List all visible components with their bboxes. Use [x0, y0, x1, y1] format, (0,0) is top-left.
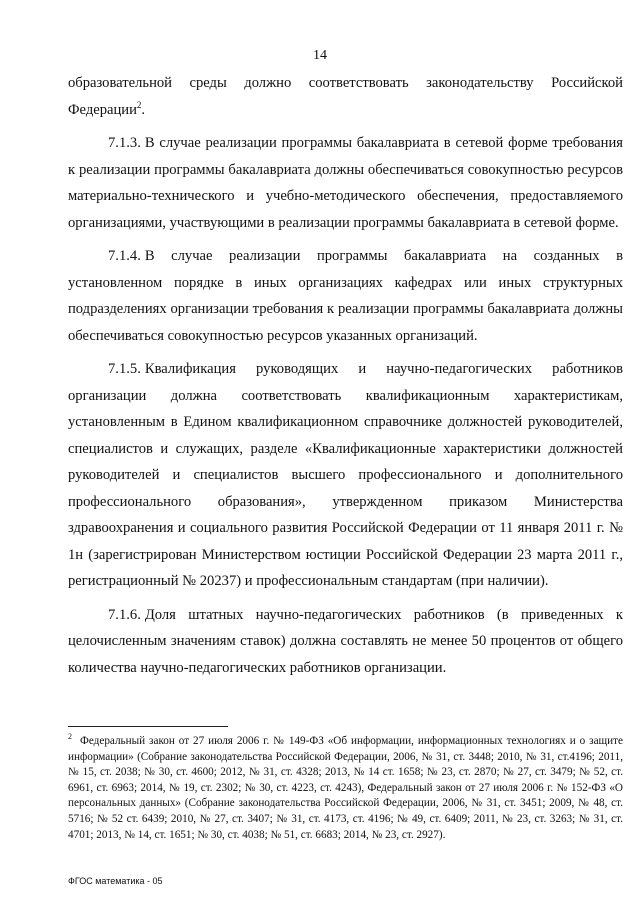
- paragraph-text: образовательной среды должно соответствовать законодательству Российской Федерации: [68, 75, 623, 118]
- paragraph-continued: [68, 70, 623, 123]
- paragraph-text: В случае реализации программы бакалавриата в сетевой форме требования к реализации программы бакалавриата должны обеспечиваться совокупностью ресурсов материально-технического и учебно-методического обеспечения, предоставляемого организациями, участвующими в реализации программы бакалавриата в сетевой форме.: [68, 135, 623, 231]
- page-number: 14: [313, 48, 327, 63]
- paragraph-7-1-6: [68, 602, 623, 682]
- paragraph-text: Квалификация руководящих и научно-педагогических работников организации должна соответствовать квалификационным характеристикам, установленным в Едином квалификационном справочнике должностей руководителей, специалистов и служащих, разделе «Квалификационные характеристики должностей руководителей и специалистов высшего профессионального и дополнительного профессионального образования», утвержденном приказом Министерства здравоохранения и социального развития Российской Федерации от 11 января 2011 г. № 1н (зарегистрирован Министерством юстиции Российской Федерации 23 марта 2011 г., регистрационный № 20237) и профессиональным стандартам (при наличии).: [68, 361, 623, 589]
- paragraph-7-1-4: [68, 243, 623, 349]
- paragraph-punctuation: .: [141, 101, 146, 118]
- clause-number: 7.1.6.: [108, 606, 141, 623]
- clause-number: 7.1.3.: [108, 135, 141, 151]
- footer-label: ФГОС математика - 05: [68, 876, 163, 886]
- footnote-text: Федеральный закон от 27 июля 2006 г. № 149-ФЗ «Об информации, информационных технологиях и о защите информации» (Собрание законодательства Российской Федерации, 2006, № 31, ст. 3448; 2010, № 31, ст.4196; 2011, № 15, ст. 2038; № 30, ст. 4600; 2012, № 31, ст. 4328; 2013, № 14 ст. 1658; № 23, ст. 2870; № 27, ст. 3479; № 52, ст. 6961, ст. 6963; 2014, № 19, ст. 2302; № 30, ст. 4223, ст. 4243), Федеральный закон от 27 июля 2006 г. № 152-ФЗ «О персональных данных» (Собрание законодательства Российской Федерации, 2006, № 31, ст. 3451; 2009, № 48, ст. 5716; № 52 ст. 6439; 2010, № 27, ст. 3407; № 31, ст. 4173, ст. 4196; № 49, ст. 6409; 2011, № 23, ст. 3263; № 31, ст. 4701; 2013, № 14, ст. 1651; № 30, ст. 4038; № 51, ст. 6683; 2014, № 23, ст. 2927).: [68, 735, 623, 841]
- clause-number: 7.1.5.: [108, 361, 141, 377]
- footnote-reference[interactable]: 2: [136, 99, 142, 110]
- paragraph-text: Доля штатных научно-педагогических работников (в приведенных к целочисленным значениям ставок) должна составлять не менее 50 процентов от общего количества научно-педагогических работников организации.: [68, 606, 623, 676]
- footnote-mark: 2: [68, 732, 72, 742]
- footnote-divider: [68, 726, 228, 727]
- footnote: [68, 734, 623, 843]
- paragraph-7-1-3: [68, 130, 623, 236]
- clause-number: 7.1.4.: [108, 248, 141, 264]
- paragraph-text: В случае реализации программы бакалавриата на созданных в установленном порядке в иных организациях кафедрах или иных структурных подразделениях организации требования к реализации программы бакалавриата должны обеспечиваться совокупностью ресурсов указанных организаций.: [68, 248, 623, 344]
- paragraph-7-1-5: [68, 356, 623, 595]
- document-body: [68, 70, 623, 688]
